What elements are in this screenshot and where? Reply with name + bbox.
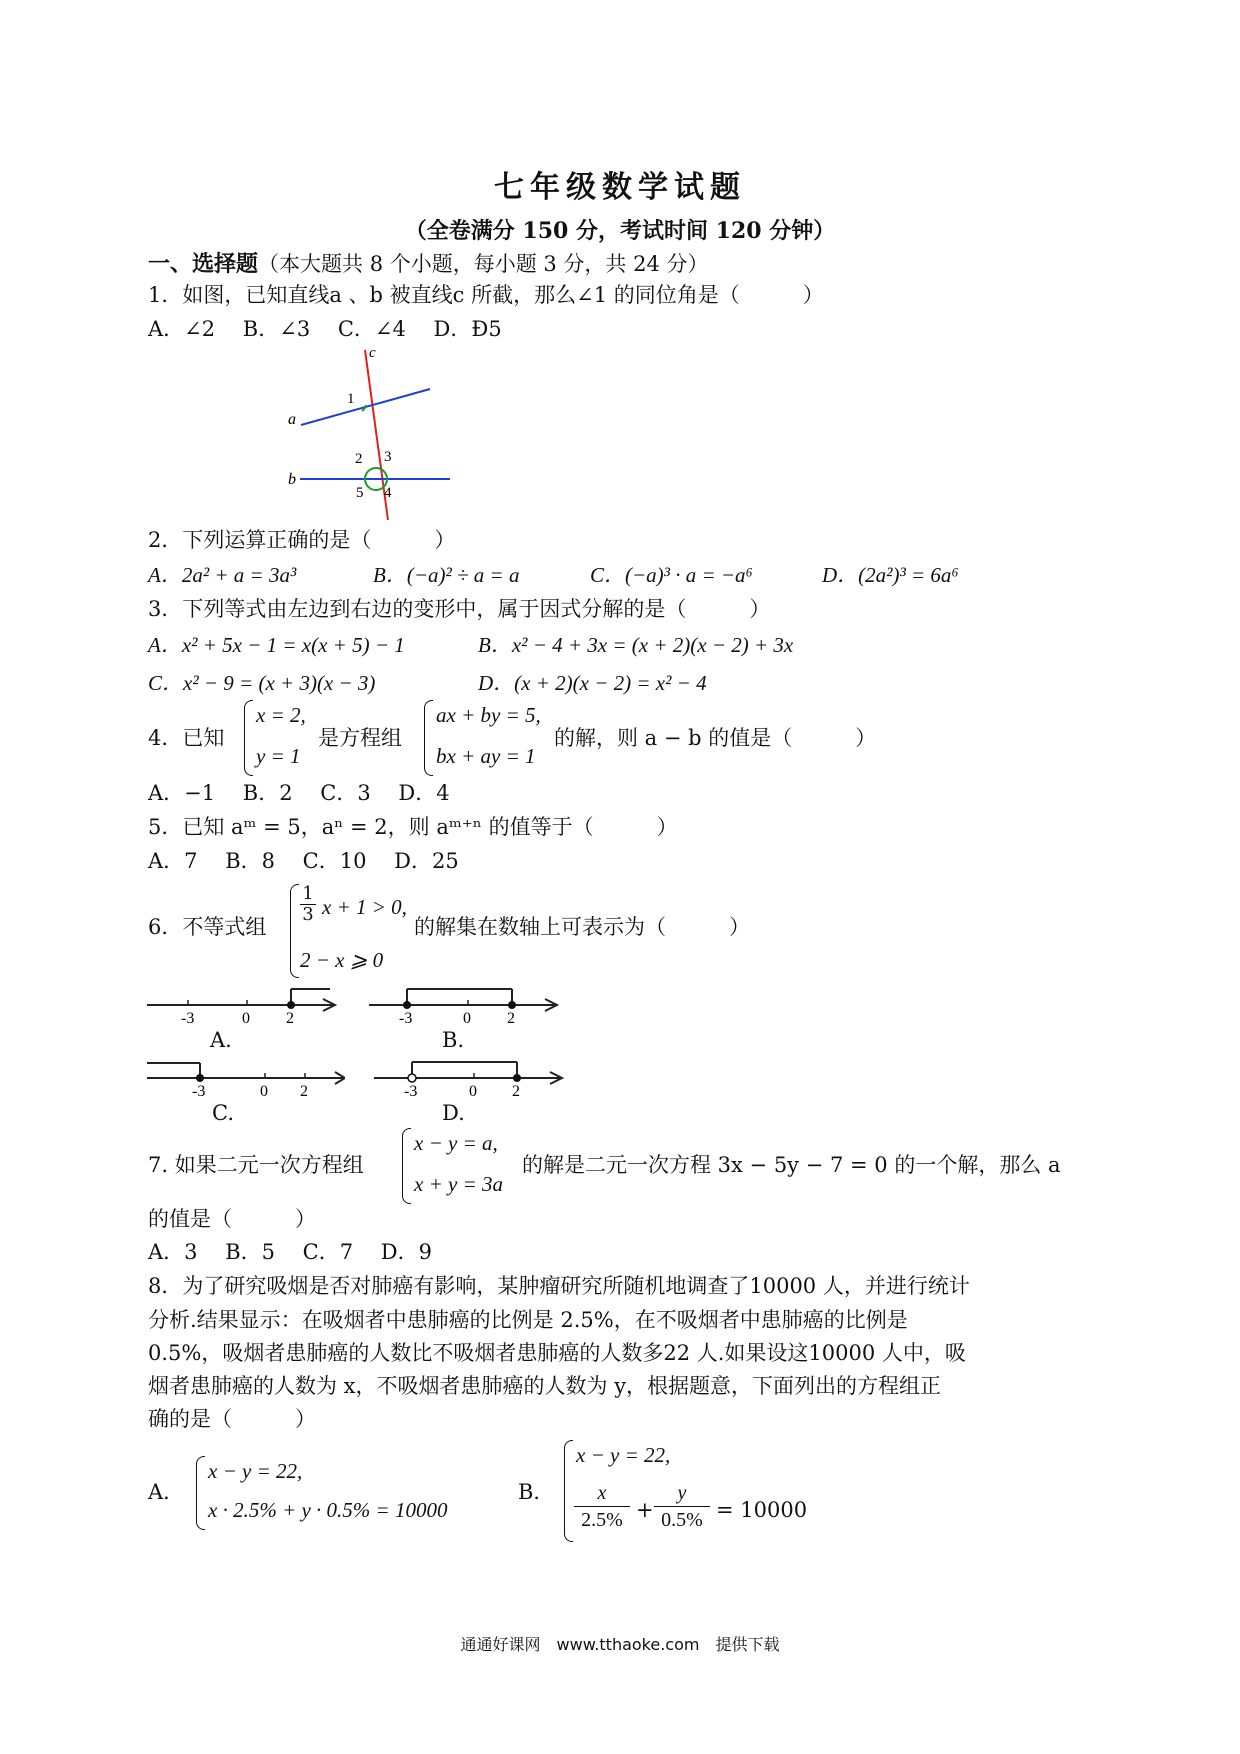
tick-label-zero: 0 <box>260 1083 268 1098</box>
question-7-brace <box>402 1128 411 1204</box>
question-8-option-b-frac2-num: y <box>654 1480 710 1507</box>
question-3-option-d: D．(x + 2)(x − 2) = x² − 4 <box>478 671 707 695</box>
question-6-label-c: C. <box>212 1101 234 1125</box>
figure-label-c: c <box>369 345 376 361</box>
question-2-option-c: C．(−a)³ · a = −a⁶ <box>590 563 753 587</box>
question-4-brace-2 <box>424 700 433 776</box>
question-6-label-a: A. <box>210 1028 232 1052</box>
question-8-option-b-plus: + <box>636 1498 654 1522</box>
figure-angle-1: 1 <box>347 391 355 407</box>
question-6-fraction <box>300 884 316 925</box>
question-5-stem: 5．已知 aᵐ = 5，aⁿ = 2，则 aᵐ⁺ⁿ 的值等于（ ） <box>148 815 678 839</box>
question-2-option-d: D．(2a²)³ = 6a⁶ <box>822 563 959 587</box>
question-8-option-a-brace <box>196 1456 205 1530</box>
question-6-frac-den: 3 <box>302 904 314 925</box>
question-8-option-a-label: A． <box>148 1480 185 1504</box>
question-8-option-b-frac2-den: 0.5% <box>661 1509 703 1531</box>
page-title: 七年级数学试题 <box>494 170 746 205</box>
tick-label-zero: 0 <box>242 1010 250 1025</box>
question-3-option-b: B．x² − 4 + 3x = (x + 2)(x − 2) + 3x <box>478 633 794 657</box>
question-4-brace-1 <box>244 700 253 776</box>
question-8-option-b-frac2 <box>654 1480 710 1533</box>
tick-label-minus3: -3 <box>192 1083 206 1098</box>
question-4-sys1-line2: y = 1 <box>256 744 301 768</box>
question-6-line1: x + 1 > 0, <box>322 895 407 919</box>
question-3-stem: 3．下列等式由左边到右边的变形中，属于因式分解的是（ ） <box>148 597 771 621</box>
question-3-option-c: C．x² − 9 = (x + 3)(x − 3) <box>148 671 376 695</box>
question-8-option-b-line1: x − y = 22, <box>576 1443 671 1467</box>
question-1-figure <box>280 345 470 530</box>
question-6-label-d: D. <box>442 1101 465 1125</box>
figure-angle-2: 2 <box>355 451 363 467</box>
tick-label-two: 2 <box>300 1083 308 1098</box>
question-4-sys1-line1: x = 2, <box>256 703 306 727</box>
question-8-option-b-rhs: = 10000 <box>716 1498 808 1522</box>
question-8-option-b-brace <box>564 1440 573 1542</box>
question-1-options: A．∠2 B．∠3 C．∠4 D．Ð5 <box>148 317 502 341</box>
page-footer: 通通好课网 www.tthaoke.com 提供下载 <box>460 1635 780 1654</box>
question-3-option-a: A．x² + 5x − 1 = x(x + 5) − 1 <box>148 633 405 657</box>
tick-label-two: 2 <box>512 1083 520 1098</box>
question-4-suffix: 的解，则 a − b 的值是（ ） <box>554 726 877 750</box>
question-6-frac-num: 1 <box>300 884 316 905</box>
figure-label-a: a <box>288 411 296 428</box>
section-heading <box>148 247 709 279</box>
tick-label-two: 2 <box>286 1010 294 1025</box>
number-line-a <box>145 985 345 1025</box>
figure-angle-5: 5 <box>356 485 364 501</box>
question-6-label-b: B. <box>442 1028 465 1052</box>
question-8-line-2: 分析.结果显示：在吸烟者中患肺癌的比例是 2.5%，在不吸烟者中患肺癌的比例是 <box>148 1308 908 1332</box>
question-4-prefix: 4．已知 <box>148 726 225 750</box>
number-line-b <box>367 985 567 1025</box>
question-2-option-b: B．(−a)² ÷ a = a <box>373 563 520 587</box>
question-7-continued: 的值是（ ） <box>148 1207 316 1231</box>
question-8-line-5: 确的是（ ） <box>148 1407 316 1431</box>
tick-label-zero: 0 <box>463 1010 471 1025</box>
question-2-option-a: A．2a² + a = 3a³ <box>148 563 297 587</box>
question-2-stem: 2．下列运算正确的是（ ） <box>148 528 456 552</box>
figure-angle-4: 4 <box>384 485 392 501</box>
section-title: 一、选择题 <box>148 251 259 277</box>
question-7-prefix: 7. 如果二元一次方程组 <box>148 1153 364 1177</box>
question-4-options: A．−1 B．2 C．3 D．4 <box>148 781 450 805</box>
question-7-suffix: 的解是二元一次方程 3x − 5y − 7 = 0 的一个解，那么 a <box>522 1153 1061 1177</box>
tick-label-zero: 0 <box>469 1083 477 1098</box>
question-6-brace <box>290 884 299 978</box>
question-4-mid: 是方程组 <box>318 726 402 750</box>
number-line-d <box>372 1058 572 1098</box>
question-6-prefix: 6．不等式组 <box>148 915 267 939</box>
question-8-option-b-label: B． <box>518 1480 555 1504</box>
tick-label-minus3: -3 <box>181 1010 195 1025</box>
question-7-sys-line2: x + y = 3a <box>414 1172 503 1196</box>
question-7-options: A．3 B．5 C．7 D．9 <box>148 1240 432 1264</box>
tick-label-minus3: -3 <box>404 1083 418 1098</box>
question-8-option-a-line2: x · 2.5% + y · 0.5% = 10000 <box>208 1498 448 1522</box>
question-6-suffix: 的解集在数轴上可表示为（ ） <box>414 915 750 939</box>
question-8-option-b-frac1 <box>574 1480 630 1533</box>
figure-label-b: b <box>288 471 296 488</box>
question-1-stem: 1．如图，已知直线a 、b 被直线c 所截，那么∠1 的同位角是（ ） <box>148 283 824 307</box>
question-7-sys-line1: x − y = a, <box>414 1131 498 1155</box>
question-8-line-4: 烟者患肺癌的人数为 x，不吸烟者患肺癌的人数为 y，根据题意，下面列出的方程组正 <box>148 1374 942 1398</box>
section-note: （本大题共 8 个小题，每小题 3 分，共 24 分） <box>258 252 709 276</box>
question-4-sys2-line2: bx + ay = 1 <box>436 744 536 768</box>
question-4-sys2-line1: ax + by = 5, <box>436 703 541 727</box>
question-8-option-b-frac1-den: 2.5% <box>581 1509 623 1531</box>
question-6-line2: 2 − x ⩾ 0 <box>300 948 384 972</box>
page-subtitle: （全卷满分 150 分，考试时间 120 分钟） <box>404 218 836 244</box>
figure-angle-3: 3 <box>384 449 392 465</box>
question-5-options: A．7 B．8 C．10 D．25 <box>148 849 459 873</box>
tick-label-minus3: -3 <box>399 1010 413 1025</box>
question-8-line-3: 0.5%，吸烟者患肺癌的人数比不吸烟者患肺癌的人数多22 人.如果设这10000 人中，吸 <box>148 1341 966 1365</box>
question-8-option-a-line1: x − y = 22, <box>208 1459 303 1483</box>
question-8-line-1: 8．为了研究吸烟是否对肺癌有影响，某肿瘤研究所随机地调查了10000 人，并进行统计 <box>148 1274 970 1298</box>
number-line-c <box>145 1058 345 1098</box>
question-8-option-b-frac1-num: x <box>574 1480 630 1507</box>
tick-label-two: 2 <box>507 1010 515 1025</box>
